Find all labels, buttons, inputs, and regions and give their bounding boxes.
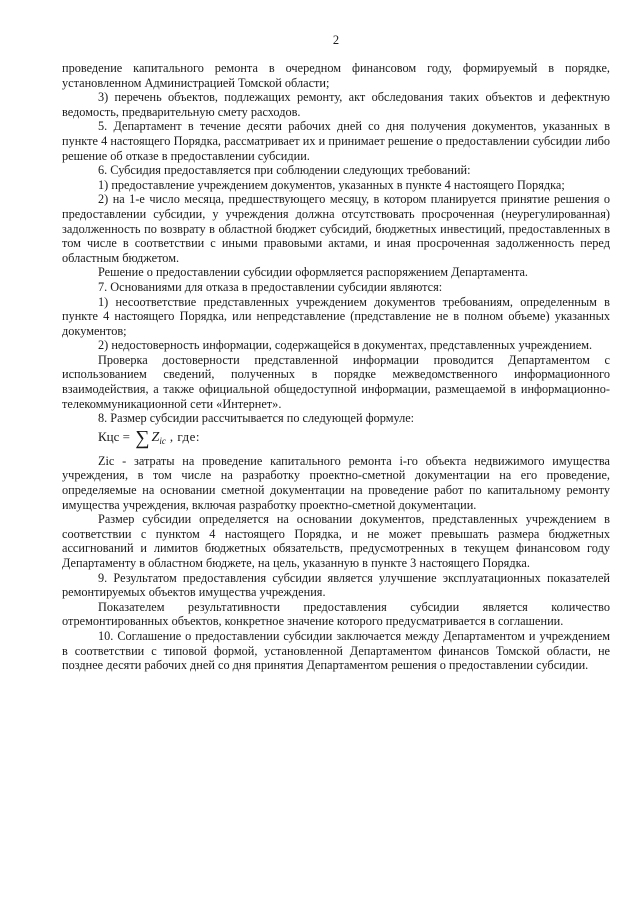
paragraph-clause-7-item-1: 1) несоответствие представленных учреждением документов требованиям, определенным в пункте 4 настоящего Порядка, или непредставление (представление не в полном объеме) указанных документов; [62, 294, 610, 338]
paragraph-zic-definition: Zic - затраты на проведение капитального ремонта i-го объекта недвижимого имущества учреждения, в том числе на разработку проектно-сметной документации на его проведение, определяемые на основании сметной документации на проведение работ по капитальному ремонту имущества учреждения, включая разработку проектно-сметной документации. [62, 453, 610, 512]
formula-subscript: ic [159, 435, 166, 446]
document-body [62, 61, 610, 673]
formula-sum-symbol: ∑ [135, 426, 150, 449]
page-number: 2 [332, 33, 340, 47]
formula-where: , где: [169, 428, 200, 444]
paragraph-clause-7: 7. Основаниями для отказа в предоставлении субсидии являются: [98, 279, 443, 294]
paragraph-clause-8: 8. Размер субсидии рассчитывается по следующей формуле: [98, 411, 415, 426]
formula-equals: = [122, 428, 130, 444]
paragraph-continuation: проведение капитального ремонта в очередном финансовом году, формируемый в порядке, установленном Администрацией Томской области; [62, 61, 610, 90]
paragraph-clause-6-item-1: 1) предоставление учреждением документов, указанных в пункте 4 настоящего Порядка; [98, 177, 565, 192]
paragraph-clause-6: 6. Субсидия предоставляется при соблюдении следующих требований: [98, 163, 471, 178]
subsidy-formula [62, 428, 610, 450]
paragraph-indicator: Показателем результативности предоставления субсидии является количество отремонтированных объектов, конкретное значение которого предусматривается в соглашении. [62, 599, 610, 629]
paragraph-clause-6-item-2: 2) на 1-е число месяца, предшествующего месяцу, в котором планируется принятие решения о предоставлении субсидии, у учреждения должна отсутствовать просроченная (неурегулированная) задолженность по возврату в областной бюджет субсидий, бюджетных инвестиций, предоставленных в том числе в соответствии с иными правовыми актами, и иная просроченная задолженность перед областным бюджетом. [62, 192, 610, 265]
paragraph-clause-7-item-2: 2) недостоверность информации, содержащейся в документах, представленных учреждением. [98, 338, 593, 353]
paragraph-subsidy-size: Размер субсидии определяется на основании документов, представленных учреждением в соответствии с пунктом 4 настоящего Порядка, и не может превышать размера бюджетных ассигнований и лимитов бюджетных обязательств, предусмотренных в текущем финансовом году Департаменту в областном бюджете, на цель, указанную в пункте 3 настоящего Порядка. [62, 512, 610, 570]
paragraph-clause-5: 5. Департамент в течение десяти рабочих дней со дня получения документов, указанных в пункте 4 настоящего Порядка, рассматривает их и принимает решение о предоставлении субсидии либо решение об отказе в предоставлении субсидии. [62, 119, 610, 163]
paragraph-clause-10: 10. Соглашение о предоставлении субсидии заключается между Департаментом и учреждением в соответствии с типовой формой, установленной Департаментом финансов Томской области, не позднее десяти рабочих дней со дня принятия Департаментом решения о предоставлении субсидии. [62, 628, 610, 673]
paragraph-verification: Проверка достоверности представленной информации проводится Департаментом с использованием сведений, полученных в порядке межведомственного информационного взаимодействия, а также официальной общедоступной информации, размещаемой в информационно-телекоммуникационной сети «Интернет». [62, 352, 610, 411]
paragraph-decision: Решение о предоставлении субсидии оформляется распоряжением Департамента. [98, 265, 528, 280]
paragraph-item-3: 3) перечень объектов, подлежащих ремонту, акт обследования таких объектов и дефектную ведомость, предварительную смету расходов. [62, 90, 610, 119]
formula-lhs: Кцс [98, 428, 120, 444]
paragraph-clause-9: 9. Результатом предоставления субсидии является улучшение эксплуатационных показателей ремонтируемых объектов имущества учреждения. [62, 570, 610, 600]
formula-z: Z [151, 429, 160, 445]
